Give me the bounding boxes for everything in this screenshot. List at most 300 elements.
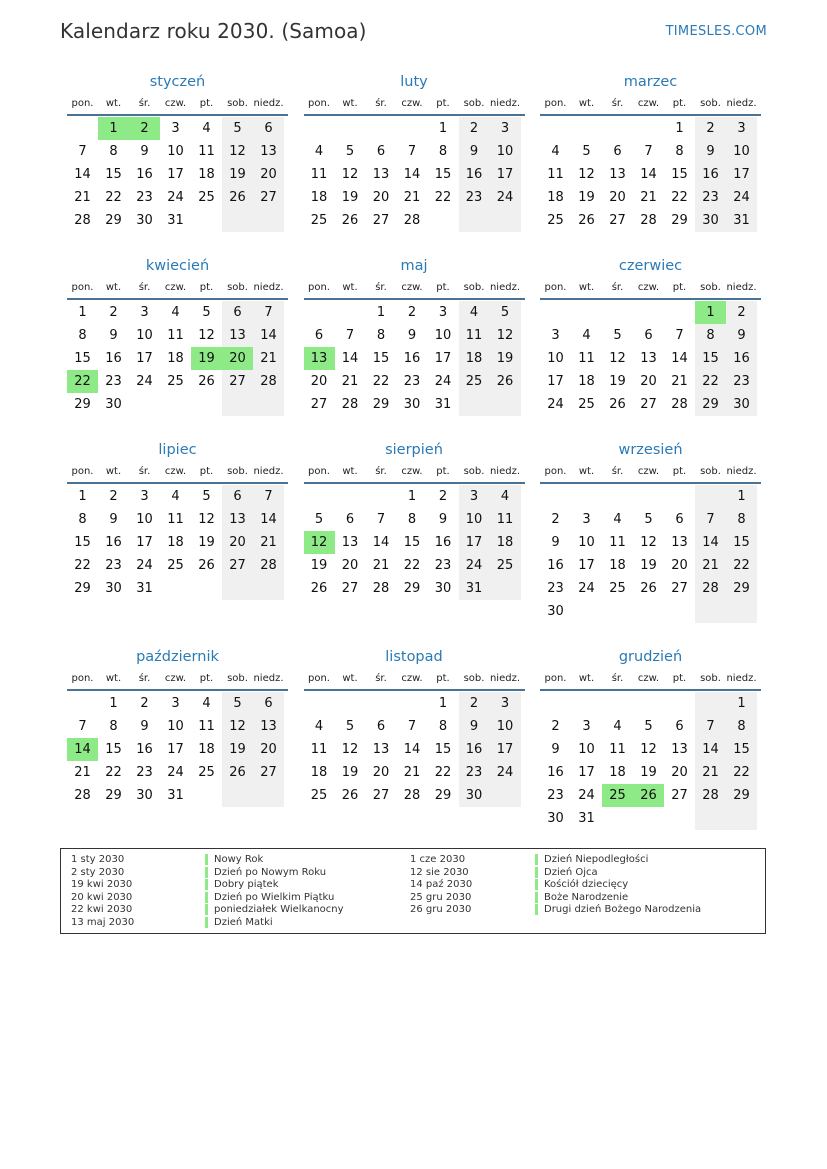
day-cell: 4 xyxy=(314,144,324,159)
weekday-label: pt. xyxy=(436,673,450,684)
legend-name-row xyxy=(535,879,701,892)
day-cell: 16 xyxy=(105,351,122,366)
weekday-label: wt. xyxy=(578,282,595,293)
day-cell: 12 xyxy=(341,167,359,182)
day-cell: 4 xyxy=(613,512,622,527)
weekday-label: niedz. xyxy=(253,98,284,109)
weekday-label: śr. xyxy=(375,282,387,293)
day-cell: 11 xyxy=(609,535,626,550)
weekday-header xyxy=(67,462,288,484)
day-cell: 16 xyxy=(136,167,153,182)
empty-day-cell xyxy=(335,485,366,508)
month-block xyxy=(67,438,288,645)
day-cell: 3 xyxy=(140,305,149,320)
day-cell: 30 xyxy=(105,581,122,596)
weekday-label: sob. xyxy=(700,282,721,293)
empty-day-cell xyxy=(160,577,191,600)
weekday-label: sob. xyxy=(227,466,248,477)
holiday-legend xyxy=(60,848,766,934)
legend-date: 14 paź 2030 xyxy=(410,879,473,891)
day-cell: 8 xyxy=(109,144,118,159)
day-cell: 10 xyxy=(490,715,521,738)
day-cell: 28 xyxy=(74,788,91,803)
weekday-header xyxy=(304,278,525,300)
day-cell: 10 xyxy=(136,512,153,527)
day-cell: 19 xyxy=(198,535,215,550)
weekday-label: niedz. xyxy=(489,98,521,109)
day-cell: 7 xyxy=(78,719,87,734)
day-cell: 22 xyxy=(105,190,122,205)
legend-date: 12 sie 2030 xyxy=(410,866,469,878)
weekday-label: pon. xyxy=(544,466,567,477)
day-cell: 30 xyxy=(136,213,153,228)
empty-day-cell xyxy=(602,692,633,715)
day-cell: 20 xyxy=(310,374,328,389)
day-cell: 22 xyxy=(671,190,688,205)
day-cell: 25 xyxy=(167,558,184,573)
empty-day-cell xyxy=(695,692,726,715)
day-cell: 28 xyxy=(341,397,359,412)
day-cell: 12 xyxy=(198,512,215,527)
weekday-label: śr. xyxy=(138,282,151,293)
day-cell: 9 xyxy=(140,144,149,159)
day-cell: 28 xyxy=(253,554,284,577)
day-cell: 25 xyxy=(167,374,184,389)
day-cell: 18 xyxy=(459,347,490,370)
day-cell: 23 xyxy=(434,558,452,573)
day-cell: 16 xyxy=(403,351,421,366)
empty-day-cell xyxy=(397,692,428,715)
day-cell: 19 xyxy=(341,765,359,780)
day-cell: 20 xyxy=(609,190,626,205)
day-cell: 26 xyxy=(198,374,215,389)
legend-date: 22 kwi 2030 xyxy=(71,904,133,916)
legend-holiday-name: Dzień Ojca xyxy=(535,867,598,878)
day-cell: 28 xyxy=(695,577,726,600)
weekday-header xyxy=(540,462,761,484)
day-cell: 8 xyxy=(726,715,757,738)
weekday-label: czw. xyxy=(164,98,187,109)
day-cell: 12 xyxy=(222,140,253,163)
day-cell: 27 xyxy=(253,186,284,209)
month-title: luty xyxy=(400,74,428,90)
months-grid xyxy=(67,70,761,829)
day-cell: 1 xyxy=(376,305,386,320)
weekday-label: pt. xyxy=(672,673,687,684)
legend-date: 1 cze 2030 xyxy=(410,854,466,865)
day-cell: 9 xyxy=(551,742,560,757)
day-cell: 15 xyxy=(403,535,421,550)
day-cell: 23 xyxy=(695,186,726,209)
day-cell: 6 xyxy=(675,719,684,734)
day-cell: 26 xyxy=(578,213,595,228)
empty-day-cell xyxy=(459,393,490,416)
month-block xyxy=(540,70,761,254)
day-cell: 11 xyxy=(167,512,184,527)
legend-left-dates xyxy=(71,854,134,930)
day-cell: 11 xyxy=(310,742,328,757)
empty-day-cell xyxy=(571,692,602,715)
day-cell: 18 xyxy=(167,351,184,366)
weekday-label: sob. xyxy=(700,98,721,109)
day-cell: 4 xyxy=(171,489,180,504)
empty-day-cell xyxy=(304,692,335,715)
day-cell: 13 xyxy=(372,167,390,182)
day-cell: 8 xyxy=(78,512,87,527)
day-cell: 2 xyxy=(140,696,149,711)
day-cell: 1 xyxy=(407,489,417,504)
day-grid xyxy=(304,485,525,600)
weekday-label: niedz. xyxy=(489,466,521,477)
day-cell: 17 xyxy=(726,163,757,186)
day-cell: 27 xyxy=(640,397,657,412)
day-cell: 27 xyxy=(253,761,284,784)
empty-day-cell xyxy=(67,692,98,715)
day-cell: 21 xyxy=(671,374,688,389)
empty-day-cell xyxy=(602,117,633,140)
empty-day-cell xyxy=(490,577,521,600)
day-cell: 27 xyxy=(671,788,688,803)
day-cell: 30 xyxy=(105,397,122,412)
day-cell: 11 xyxy=(167,328,184,343)
day-cell: 22 xyxy=(372,374,390,389)
day-cell: 1 xyxy=(726,485,757,508)
day-cell: 26 xyxy=(341,213,359,228)
legend-name-row xyxy=(535,892,701,905)
empty-day-cell xyxy=(129,393,160,416)
day-cell: 3 xyxy=(490,117,521,140)
day-cell: 20 xyxy=(640,374,657,389)
month-title: wrzesień xyxy=(618,442,683,458)
day-cell: 6 xyxy=(222,301,253,324)
month-block xyxy=(304,70,525,254)
empty-day-cell xyxy=(366,485,397,508)
day-cell: 23 xyxy=(105,374,122,389)
day-cell: 24 xyxy=(726,186,757,209)
day-cell: 22 xyxy=(105,765,122,780)
day-cell: 13 xyxy=(671,535,688,550)
day-cell: 19 xyxy=(222,738,253,761)
weekday-label: niedz. xyxy=(726,466,757,477)
empty-day-cell xyxy=(490,393,521,416)
weekday-label: śr. xyxy=(611,466,624,477)
day-cell: 29 xyxy=(403,581,421,596)
weekday-label: wt. xyxy=(342,282,358,293)
day-cell: 4 xyxy=(314,719,324,734)
day-cell: 20 xyxy=(253,738,284,761)
weekday-label: śr. xyxy=(375,466,387,477)
weekday-label: pt. xyxy=(436,282,450,293)
month-block xyxy=(304,645,525,829)
day-cell: 6 xyxy=(376,719,386,734)
day-cell: 23 xyxy=(136,190,153,205)
day-cell: 10 xyxy=(547,351,564,366)
day-cell: 26 xyxy=(222,761,253,784)
day-cell: 7 xyxy=(376,512,386,527)
legend-right-names xyxy=(535,854,701,917)
day-grid xyxy=(67,692,288,807)
day-cell: 20 xyxy=(253,163,284,186)
day-cell: 5 xyxy=(202,489,211,504)
day-cell: 20 xyxy=(341,558,359,573)
weekday-label: czw. xyxy=(637,673,660,684)
weekday-header xyxy=(540,94,761,116)
day-cell: 6 xyxy=(345,512,355,527)
day-cell: 27 xyxy=(671,581,688,596)
day-cell: 20 xyxy=(372,765,390,780)
day-cell: 15 xyxy=(372,351,390,366)
empty-day-cell xyxy=(602,301,633,324)
day-cell: 15 xyxy=(434,167,452,182)
holiday-day-cell: 1 xyxy=(98,117,129,140)
day-cell: 11 xyxy=(459,324,490,347)
day-cell: 20 xyxy=(671,765,688,780)
weekday-label: pon. xyxy=(308,282,330,293)
weekday-header xyxy=(540,669,761,691)
day-cell: 2 xyxy=(551,512,560,527)
page-title: Kalendarz roku 2030. (Samoa) xyxy=(60,19,367,43)
day-grid xyxy=(67,301,288,416)
day-cell: 8 xyxy=(376,328,386,343)
day-cell: 17 xyxy=(136,351,153,366)
day-cell: 30 xyxy=(547,811,564,826)
empty-day-cell xyxy=(540,692,571,715)
month-title: maj xyxy=(400,258,428,274)
day-cell: 6 xyxy=(675,512,684,527)
day-cell: 28 xyxy=(695,784,726,807)
weekday-label: niedz. xyxy=(726,282,757,293)
day-cell: 12 xyxy=(609,351,626,366)
month-block xyxy=(304,254,525,438)
weekday-label: śr. xyxy=(375,673,387,684)
day-cell: 13 xyxy=(372,742,390,757)
day-cell: 20 xyxy=(671,558,688,573)
day-cell: 7 xyxy=(695,508,726,531)
holiday-day-cell: 1 xyxy=(695,301,726,324)
day-cell: 14 xyxy=(695,531,726,554)
day-cell: 9 xyxy=(109,328,118,343)
empty-day-cell xyxy=(571,600,602,623)
day-cell: 22 xyxy=(403,558,421,573)
weekday-label: pt. xyxy=(199,98,214,109)
month-title: lipiec xyxy=(158,442,197,458)
empty-day-cell xyxy=(222,393,253,416)
day-cell: 30 xyxy=(695,209,726,232)
holiday-day-cell: 26 xyxy=(633,784,664,807)
day-cell: 8 xyxy=(438,144,448,159)
day-cell: 12 xyxy=(578,167,595,182)
day-cell: 16 xyxy=(547,558,564,573)
day-cell: 23 xyxy=(459,761,490,784)
day-cell: 17 xyxy=(547,374,564,389)
day-cell: 27 xyxy=(372,213,390,228)
day-cell: 24 xyxy=(136,374,153,389)
day-cell: 28 xyxy=(403,213,421,228)
day-cell: 1 xyxy=(438,121,448,136)
legend-holiday-name: Dzień po Nowym Roku xyxy=(205,867,326,878)
day-cell: 21 xyxy=(403,765,421,780)
day-cell: 5 xyxy=(222,117,253,140)
weekday-label: pon. xyxy=(71,466,94,477)
weekday-label: pon. xyxy=(308,466,330,477)
weekday-label: wt. xyxy=(105,98,122,109)
legend-name-row xyxy=(205,904,344,917)
day-cell: 18 xyxy=(310,190,328,205)
empty-day-cell xyxy=(253,577,284,600)
weekday-label: czw. xyxy=(164,282,187,293)
day-cell: 6 xyxy=(613,144,622,159)
day-cell: 3 xyxy=(140,489,149,504)
empty-day-cell xyxy=(664,692,695,715)
weekday-label: śr. xyxy=(138,466,151,477)
holiday-day-cell: 2 xyxy=(129,117,160,140)
weekday-label: czw. xyxy=(401,673,423,684)
day-cell: 16 xyxy=(459,738,490,761)
weekday-label: śr. xyxy=(138,673,151,684)
day-cell: 4 xyxy=(459,301,490,324)
day-cell: 24 xyxy=(490,186,521,209)
day-cell: 14 xyxy=(253,508,284,531)
day-cell: 4 xyxy=(490,485,521,508)
day-cell: 25 xyxy=(490,554,521,577)
day-cell: 14 xyxy=(671,351,688,366)
empty-day-cell xyxy=(540,301,571,324)
day-cell: 21 xyxy=(341,374,359,389)
month-title: kwiecień xyxy=(145,258,210,274)
empty-day-cell xyxy=(366,692,397,715)
day-cell: 2 xyxy=(407,305,417,320)
legend-date: 2 sty 2030 xyxy=(71,866,125,878)
legend-date: 25 gru 2030 xyxy=(410,891,472,903)
month-block xyxy=(540,254,761,438)
weekday-header xyxy=(304,94,525,116)
legend-date: 20 kwi 2030 xyxy=(71,891,133,903)
day-cell: 11 xyxy=(198,144,215,159)
day-cell: 3 xyxy=(582,719,591,734)
empty-day-cell xyxy=(540,117,571,140)
day-cell: 25 xyxy=(198,190,215,205)
day-cell: 8 xyxy=(695,324,726,347)
day-cell: 4 xyxy=(171,305,180,320)
day-cell: 3 xyxy=(171,696,180,711)
day-cell: 13 xyxy=(640,351,657,366)
weekday-label: czw. xyxy=(401,282,423,293)
day-cell: 15 xyxy=(74,351,91,366)
day-cell: 15 xyxy=(434,742,452,757)
day-cell: 6 xyxy=(253,692,284,715)
legend-right-dates xyxy=(410,854,472,917)
day-cell: 18 xyxy=(578,374,595,389)
day-cell: 29 xyxy=(372,397,390,412)
legend-holiday-name: Dzień po Wielkim Piątku xyxy=(205,892,334,903)
day-cell: 3 xyxy=(459,485,490,508)
day-cell: 16 xyxy=(547,765,564,780)
day-cell: 28 xyxy=(253,370,284,393)
day-cell: 10 xyxy=(578,535,595,550)
empty-day-cell xyxy=(695,807,726,830)
day-cell: 11 xyxy=(490,508,521,531)
legend-holiday-name: Dzień Niepodległości xyxy=(535,854,648,865)
day-cell: 17 xyxy=(167,167,184,182)
month-title: marzec xyxy=(623,74,678,90)
day-cell: 3 xyxy=(171,121,180,136)
day-cell: 18 xyxy=(609,765,626,780)
day-cell: 18 xyxy=(609,558,626,573)
weekday-label: śr. xyxy=(375,98,387,109)
empty-day-cell xyxy=(602,807,633,830)
empty-day-cell xyxy=(602,600,633,623)
day-cell: 14 xyxy=(253,324,284,347)
day-cell: 8 xyxy=(438,719,448,734)
weekday-label: niedz. xyxy=(489,673,521,684)
day-cell: 29 xyxy=(726,577,757,600)
day-cell: 17 xyxy=(578,558,595,573)
day-grid xyxy=(540,117,761,232)
day-cell: 8 xyxy=(675,144,684,159)
weekday-label: pon. xyxy=(544,673,567,684)
day-cell: 1 xyxy=(78,489,87,504)
day-cell: 2 xyxy=(695,117,726,140)
day-cell: 2 xyxy=(109,489,118,504)
day-cell: 22 xyxy=(74,558,91,573)
day-cell: 4 xyxy=(551,144,560,159)
day-cell: 31 xyxy=(434,397,452,412)
day-cell: 22 xyxy=(695,370,726,393)
empty-day-cell xyxy=(490,209,521,232)
day-cell: 16 xyxy=(459,163,490,186)
day-cell: 31 xyxy=(136,581,153,596)
weekday-label: sob. xyxy=(227,98,248,109)
empty-day-cell xyxy=(304,117,335,140)
day-cell: 1 xyxy=(675,121,684,136)
day-cell: 19 xyxy=(310,558,328,573)
weekday-label: śr. xyxy=(611,98,624,109)
weekday-label: sob. xyxy=(227,282,248,293)
day-cell: 26 xyxy=(222,186,253,209)
day-grid xyxy=(67,485,288,600)
day-cell: 14 xyxy=(372,535,390,550)
month-block xyxy=(67,645,288,829)
brand-link[interactable]: TIMESLES.COM xyxy=(665,24,767,39)
day-cell: 19 xyxy=(609,374,626,389)
empty-day-cell xyxy=(191,393,222,416)
day-cell: 29 xyxy=(434,788,452,803)
holiday-day-cell: 12 xyxy=(304,531,335,554)
day-cell: 24 xyxy=(167,765,184,780)
day-cell: 6 xyxy=(644,328,653,343)
day-cell: 24 xyxy=(167,190,184,205)
weekday-label: sob. xyxy=(463,466,485,477)
day-cell: 15 xyxy=(671,167,688,182)
day-cell: 29 xyxy=(74,397,91,412)
day-cell: 29 xyxy=(671,213,688,228)
day-cell: 15 xyxy=(726,738,757,761)
weekday-label: czw. xyxy=(637,98,660,109)
legend-name-row xyxy=(205,879,344,892)
holiday-day-cell: 14 xyxy=(67,738,98,761)
day-cell: 26 xyxy=(490,370,521,393)
legend-holiday-name: Drugi dzień Bożego Narodzenia xyxy=(535,904,701,915)
weekday-label: pon. xyxy=(308,98,330,109)
weekday-label: pt. xyxy=(199,673,214,684)
day-cell: 4 xyxy=(582,328,591,343)
empty-day-cell xyxy=(304,301,335,324)
weekday-label: niedz. xyxy=(253,282,284,293)
day-cell: 28 xyxy=(671,397,688,412)
weekday-label: pon. xyxy=(544,98,567,109)
day-cell: 13 xyxy=(609,167,626,182)
day-cell: 31 xyxy=(578,811,595,826)
